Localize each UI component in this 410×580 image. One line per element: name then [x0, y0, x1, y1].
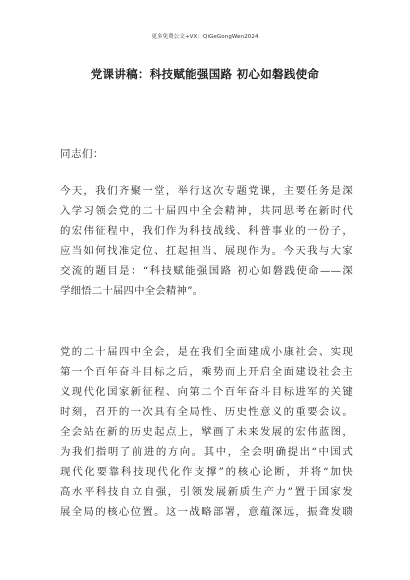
document-title: 党课讲稿：科技赋能强国路 初心如磐践使命 [90, 67, 320, 81]
paragraph-line: 高水平科技自立自强，引领发展新质生产力”置于国家发 [60, 486, 353, 498]
paragraph-line: 交流的题目是：“科技赋能强国路 初心如磐践使命——深 [60, 265, 353, 277]
paragraph-line: 第一个百年奋斗目标之后，乘势而上开启全面建设社会主 [60, 366, 353, 378]
paragraph-line: 今天，我们齐聚一堂，举行这次专题党课，主要任务是深 [60, 185, 353, 197]
paragraph-line: 应当如何找准定位、扛起担当、展现作为。今天我与大家 [60, 245, 353, 257]
paragraph-2 [60, 342, 353, 522]
paragraph-line: 的宏伟征程中，我们作为科技战线、科普事业的一份子， [60, 225, 353, 237]
paragraph-line: 入学习领会党的二十届四中全会精神，共同思考在新时代 [60, 205, 353, 217]
paragraph-line: 学细悟二十届四中全会精神”。 [60, 285, 204, 297]
paragraph-line: 展全局的核心位置。这一战略部署，意蕴深远，振聋发聩 [60, 506, 353, 518]
greeting: 同志们： [60, 148, 104, 160]
paragraph-line: 时刻，召开的一次具有全局性、历史性意义的重要会议。 [60, 406, 353, 418]
paragraph-line: 义现代化国家新征程、向第二个百年奋斗目标进军的关键 [60, 386, 353, 398]
header-note: 更多免费公文+VX：QiGeGongWen2024 [151, 34, 259, 40]
paragraph-1 [60, 181, 353, 301]
paragraph-line: 党的二十届四中全会，是在我们全面建成小康社会、实现 [60, 346, 353, 358]
paragraph-line: 全会站在新的历史起点上，擘画了未来发展的宏伟蓝图， [60, 426, 353, 438]
paragraph-line: 现代化要靠科技现代化作支撑”的核心论断，并将“加快 [60, 466, 353, 478]
paragraph-line: 为我们指明了前进的方向。其中，全会明确提出“中国式 [60, 446, 353, 458]
